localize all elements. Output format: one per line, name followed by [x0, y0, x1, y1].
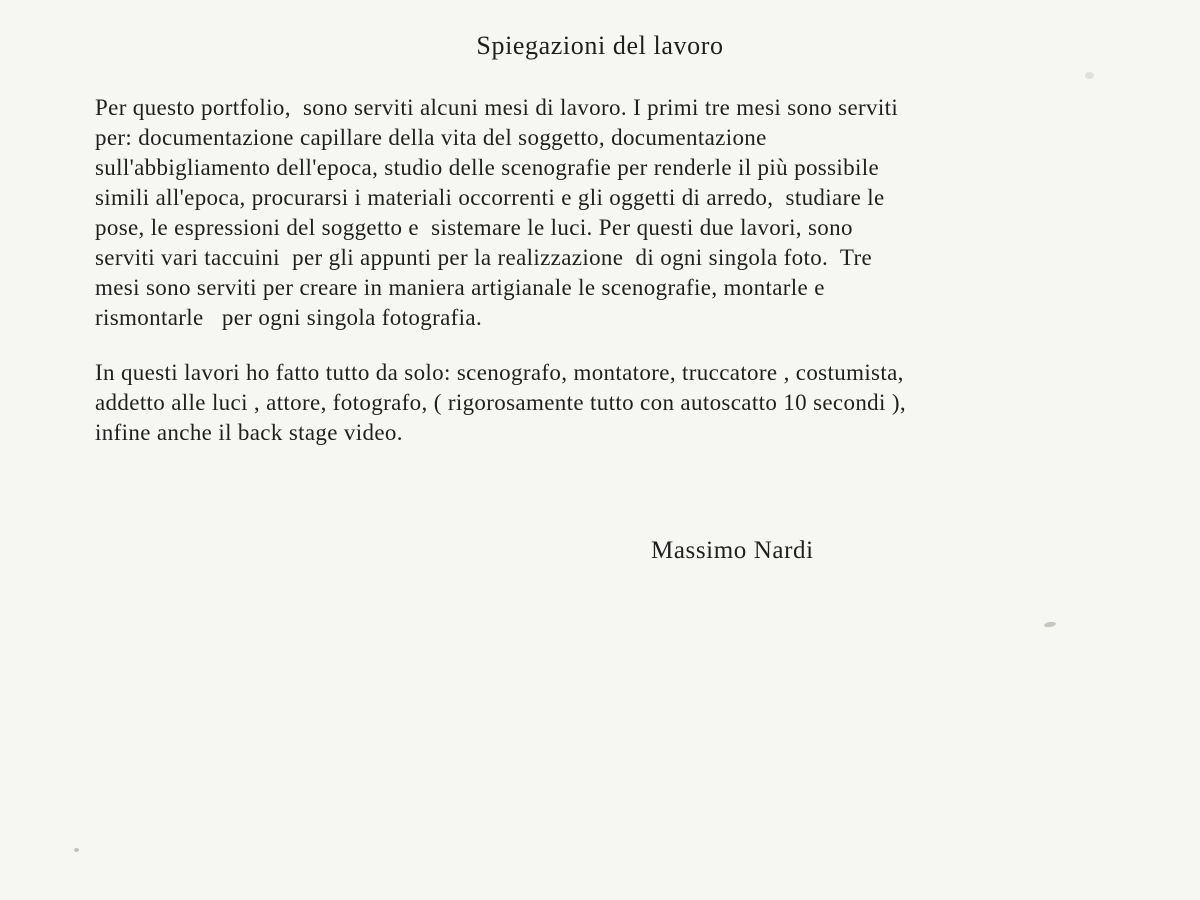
paragraph-2-line: addetto alle luci , attore, fotografo, ( rigorosamente tutto con autoscatto 10 secondi ), [95, 390, 906, 415]
paragraph-2 [95, 358, 1135, 448]
scan-speck [1085, 72, 1094, 79]
paragraph-1-line: simili all'epoca, procurarsi i materiali occorrenti e gli oggetti di arredo, studiare le [95, 185, 885, 210]
paragraph-1-line: serviti vari taccuini per gli appunti per la realizzazione di ogni singola foto. Tre [95, 245, 873, 270]
paragraph-1-line: rismontarle per ogni singola fotografia. [95, 305, 483, 330]
paragraph-2-line: infine anche il back stage video. [95, 420, 403, 445]
paragraph-1-line: mesi sono serviti per creare in maniera artigianale le scenografie, montarle e [95, 275, 825, 300]
scan-speck [74, 848, 79, 852]
scan-speck [1044, 621, 1057, 628]
paragraph-1-line: sull'abbigliamento dell'epoca, studio delle scenografie per renderle il più possibile [95, 155, 880, 180]
paragraph-1-line: pose, le espressioni del soggetto e sistemare le luci. Per questi due lavori, sono [95, 215, 853, 240]
document-title: Spiegazioni del lavoro [476, 31, 724, 60]
paragraph-2-line: In questi lavori ho fatto tutto da solo: scenografo, montatore, truccatore , costumista, [95, 360, 904, 385]
paragraph-1-line: Per questo portfolio, sono serviti alcuni mesi di lavoro. I primi tre mesi sono serviti [95, 95, 899, 120]
paragraph-1 [95, 93, 1135, 333]
signature: Massimo Nardi [651, 537, 814, 564]
paragraph-1-line: per: documentazione capillare della vita del soggetto, documentazione [95, 125, 767, 150]
